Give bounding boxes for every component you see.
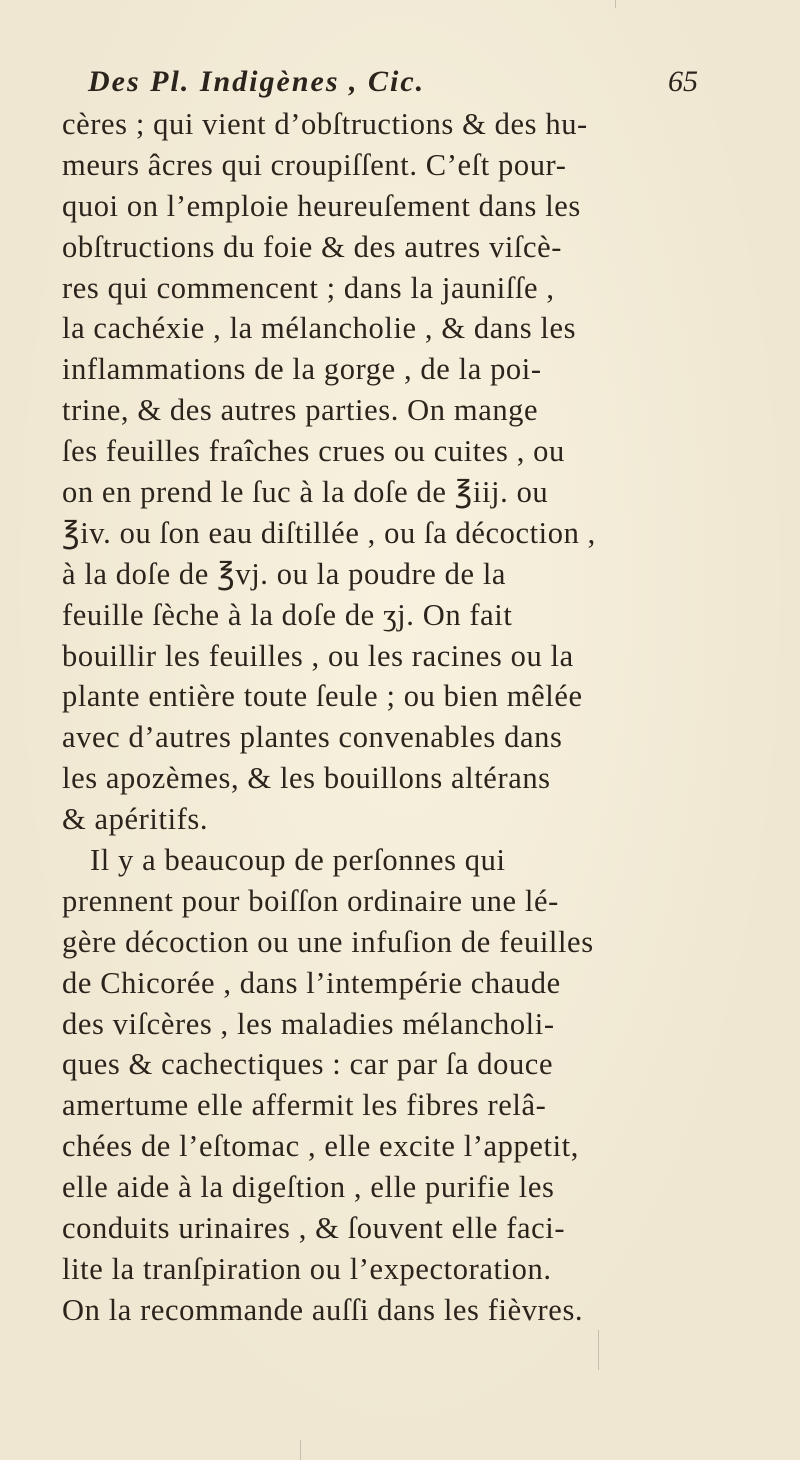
text-line: inflammations de la gorge , de la poi-: [62, 352, 542, 387]
text-line: chées de l’eſtomac , elle excite l’appetit,: [62, 1129, 579, 1164]
body-text: [62, 104, 702, 1331]
text-line: ℥iv. ou ſon eau diſtillée , ou ſa décoction ,: [62, 515, 596, 550]
text-line: la cachéxie , la mélancholie , & dans les: [62, 311, 577, 346]
text-line: On la recommande auſſi dans les fièvres.: [62, 1292, 584, 1327]
text-line: cères ; qui vient d’obſtructions & des hu-: [62, 107, 588, 141]
text-line: plante entière toute ſeule ; ou bien mêlée: [62, 679, 583, 714]
text-line: res qui commencent ; dans la jauniſſe ,: [62, 270, 555, 305]
text-line: on en prend le ſuc à la doſe de ℥iij. ou: [62, 475, 549, 510]
text-line: quoi on l’emploie heureuſement dans les: [62, 188, 581, 223]
paragraph-first-line: Il y a beaucoup de perſonnes qui: [90, 843, 506, 878]
text-line: ques & cachectiques : car par ſa douce: [62, 1047, 554, 1082]
page-number: 65: [668, 65, 698, 98]
text-line: les apozèmes, & les bouillons altérans: [62, 761, 551, 796]
page-header: [88, 62, 698, 104]
paper-crease-mark: [615, 0, 616, 8]
paper-crease-mark: [300, 1440, 301, 1460]
text-line: elle aide à la digeſtion , elle purifie les: [62, 1170, 555, 1205]
text-line: prennent pour boiſſon ordinaire une lé-: [62, 883, 559, 918]
text-line: & apéritifs.: [62, 802, 209, 837]
text-line: obſtructions du foie & des autres viſcè-: [62, 229, 563, 264]
text-line: gère décoction ou une infuſion de feuilles: [62, 924, 594, 959]
text-line: amertume elle affermit les fibres relâ-: [62, 1088, 547, 1123]
text-line: bouillir les feuilles , ou les racines ou la: [62, 638, 574, 673]
text-line: conduits urinaires , & ſouvent elle faci-: [62, 1211, 566, 1246]
text-line: ſes feuilles fraîches crues ou cuites , ou: [62, 434, 565, 469]
text-line: de Chicorée , dans l’intempérie chaude: [62, 965, 561, 1000]
text-line: meurs âcres qui croupiſſent. C’eſt pour-: [62, 147, 567, 182]
text-line: trine, & des autres parties. On mange: [62, 393, 539, 428]
text-line: feuille ſèche à la doſe de ʒj. On fait: [62, 597, 513, 632]
text-line: à la doſe de ℥vj. ou la poudre de la: [62, 556, 507, 591]
text-line: avec d’autres plantes convenables dans: [62, 720, 563, 755]
running-head: Des Pl. Indigènes , Cic.: [88, 65, 426, 98]
text-line: des viſcères , les maladies mélancholi-: [62, 1006, 555, 1041]
paper-crease-mark: [598, 1330, 599, 1370]
text-line: lite la tranſpiration ou l’expectoration.: [62, 1251, 552, 1286]
